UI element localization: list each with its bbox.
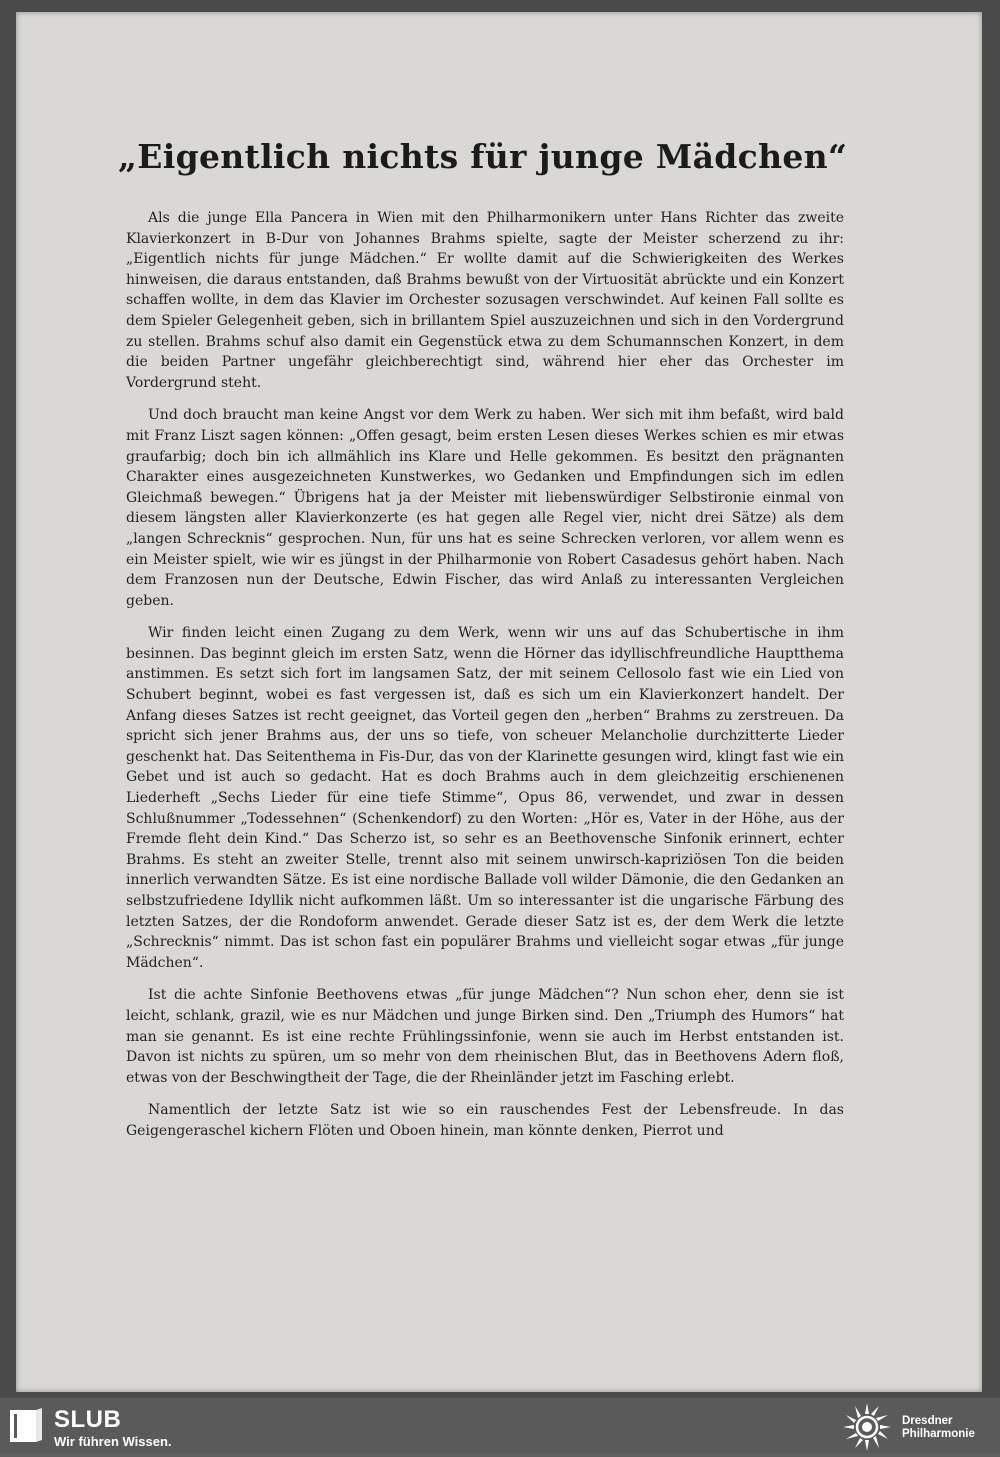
footer-bar <box>0 1398 1000 1453</box>
sunburst-logo-icon[interactable] <box>842 1402 892 1452</box>
slub-logo-text[interactable]: SLUB <box>54 1406 122 1433</box>
book-icon[interactable] <box>10 1408 42 1444</box>
paragraph-2: Und doch braucht man keine Angst vor dem Werk zu haben. Wer sich mit ihm befaßt, wird bald mit Franz Liszt sagen können: „Offen gesagt, beim ersten Lesen dieses Werkes schien es mir etwas graufarbig; doch bin ich allmählich ins Klare und Helle gekommen. Es besitzt den prägnanten Charakter eines ausgezeichneten Kunstwerkes, wo Gedanken und Empfindungen sich im edlen Gleichmaß bewegen.“ Übrigens hat ja der Meister mit liebenswürdiger Selbstironie einmal von diesem längsten aller Klavierkonzerte (es hat gegen alle Regel vier, nicht drei Sätze) als dem „langen Schrecknis“ gesprochen. Nun, für uns hat es seine Schrecken verloren, vor allem wenn es ein Meister spielt, wie wir es jüngst in der Philharmonie von Robert Casadesus gehört haben. Nach dem Franzosen nun der Deutsche, Edwin Fischer, das wird Anlaß zu interessanten Vergleichen geben. <box>126 407 844 609</box>
paragraph-4: Ist die achte Sinfonie Beethovens etwas „für junge Mädchen“? Nun schon eher, denn sie ist leicht, schlank, grazil, wie es nur Mädchen und junge Birken sind. Den „Triumph des Humors“ hat man sie genannt. Es ist eine rechte Frühlingssinfonie, wenn sie auch im Herbst entstanden ist. Davon ist nichts zu spüren, um so mehr von dem rheinischen Blut, das in Beethovens Adern floß, etwas von der Beschwingtheit der Tage, die der Rheinländer jetzt im Fasching erlebt. <box>126 987 844 1086</box>
paragraph-5: Namentlich der letzte Satz ist wie so ein rauschendes Fest der Lebensfreude. In das Geigengeraschel kichern Flöten und Oboen hinein, man könnte denken, Pierrot und <box>126 1102 844 1139</box>
article-body <box>126 208 844 1154</box>
philharmonie-logo-text[interactable] <box>902 1415 998 1441</box>
philharmonie-line-1: Dresdner <box>902 1415 953 1427</box>
page-title: „Eigentlich nichts für junge Mädchen“ <box>118 137 848 176</box>
paragraph-1: Als die junge Ella Pancera in Wien mit den Philharmonikern unter Hans Richter das zweite Klavierkonzert in B-Dur von Johannes Brahms spielte, sagte der Meister scherzend zu ihr: „Eigentlich nichts für junge Mädchen.“ Er wollte damit auf die Schwierigkeiten des Werkes hinweisen, die daraus entstanden, daß Brahms bewußt von der Virtuosität abrückte und ein Konzert schaffen wollte, in dem das Klavier im Orchester sozusagen verschwindet. Auf keinen Fall sollte es dem Spieler Gelegenheit geben, sich in brillantem Spiel auszuzeichnen und sich in den Vordergrund zu stellen. Brahms schuf also damit ein Gegenstück etwa zu dem Schumannschen Konzert, in dem die beiden Partner ungefähr gleichberechtigt sind, während hier eher das Orchester im Vordergrund steht. <box>126 210 844 391</box>
slub-tagline: Wir führen Wissen. <box>54 1434 172 1449</box>
paragraph-3: Wir finden leicht einen Zugang zu dem Werk, wenn wir uns auf das Schubertische in ihm besinnen. Das beginnt gleich im ersten Satz, wenn die Hörner das idyllischfreundliche Hauptthema anstimmen. Es setzt sich fort im langsamen Satz, der mit seinem Cellosolo fast wie ein Lied von Schubert beginnt, wobei es fast vergessen ist, daß es sich um ein Klavierkonzert handelt. Der Anfang dieses Satzes ist recht geeignet, das Vorteil gegen den „herben“ Brahms zu zerstreuen. Da spricht sich jener Brahms aus, der uns so tiefe, von scheuer Melancholie durchzitterte Lieder geschenkt hat. Das Seitenthema in Fis-Dur, das von der Klarinette gesungen wird, klingt fast wie ein Gebet und ist auch so gedacht. Hat es doch Brahms auch in dem gleichzeitig erschienenen Liederheft „Sechs Lieder für eine tiefe Stimme“, Opus 86, verwendet, und zwar in dessen Schlußnummer „Todessehnen“ (Schenkendorf) zu den Worten: „Hör es, Vater in der Höhe, aus der Fremde fleht dein Kind.“ Das Scherzo ist, so sehr es an Beethovensche Sinfonik erinnert, echter Brahms. Es steht an zweiter Stelle, trennt also mit seinem unwirsch-kapriziösen Ton die beiden innerlich verwandten Sätze. Es ist eine nordische Ballade voll wilder Dämonie, die den Gedanken an selbstzufriedene Idyllik nicht aufkommen läßt. Um so interessanter ist die ungarische Färbung des letzten Satzes, der die Rondoform anwendet. Gerade dieser Satz ist es, der dem Werk die letzte „Schrecknis“ nimmt. Das ist schon fast ein populärer Brahms und vielleicht sogar etwas „für junge Mädchen“. <box>126 625 844 971</box>
philharmonie-line-2: Philharmonie <box>902 1428 975 1440</box>
